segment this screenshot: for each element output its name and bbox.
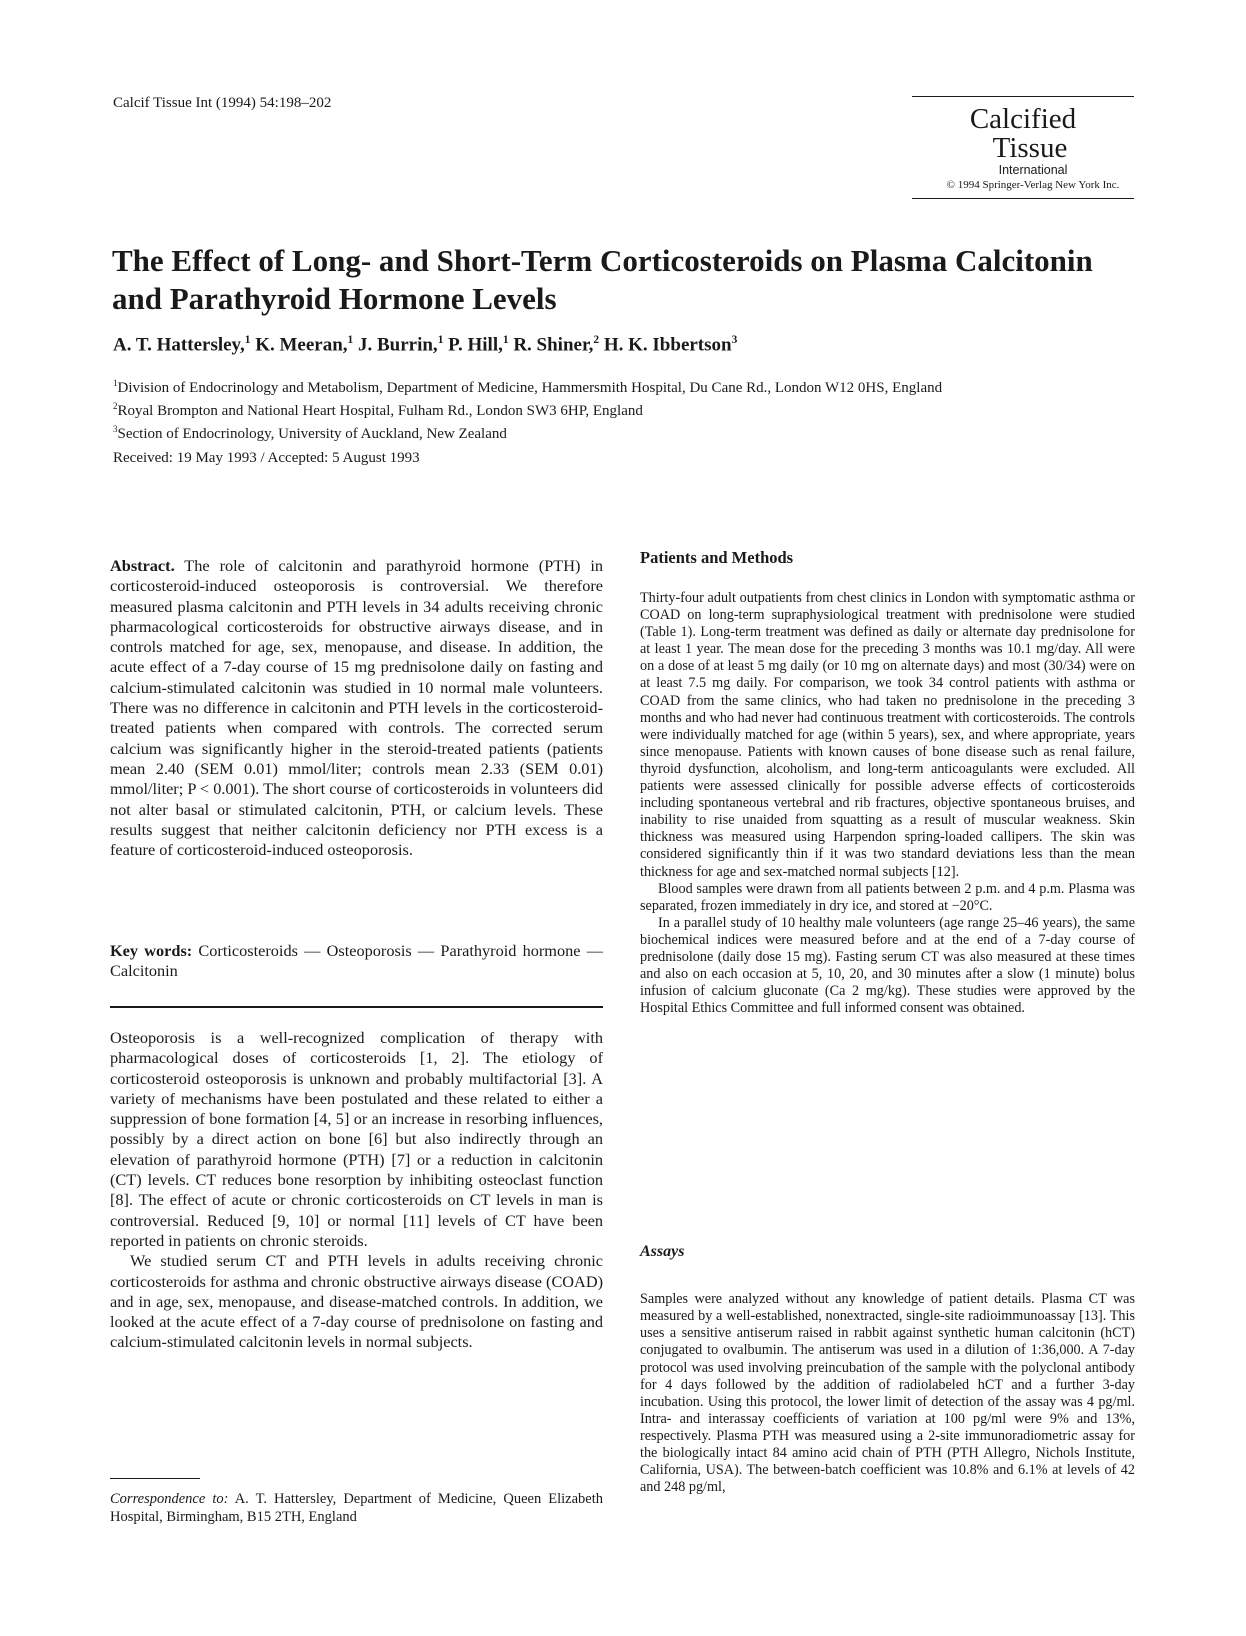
methods-heading: Patients and Methods: [640, 548, 794, 567]
keywords-text: Corticosteroids — Osteoporosis — Parathyroid hormone — Calcitonin: [110, 941, 603, 981]
abstract: [110, 556, 603, 860]
affiliation-line: [113, 397, 1143, 420]
affiliation-mark: 3: [113, 424, 118, 434]
author-affiliation-mark: 1: [244, 334, 251, 346]
journal-copyright: © 1994 Springer-Verlag New York Inc.: [946, 179, 1120, 191]
author-affiliation-mark: 3: [731, 334, 738, 346]
affiliation-text: Division of Endocrinology and Metabolism, Department of Medicine, Hammersmith Hospital, Du Cane Rd., London W12 0HS, England: [117, 380, 943, 396]
author-list: [113, 334, 737, 356]
correspondence-text: A. T. Hattersley, Department of Medicine, Queen Elizabeth Hospital, Birmingham, B15 2TH, England: [110, 1491, 603, 1525]
article-title: The Effect of Long- and Short-Term Corticosteroids on Plasma Calcitonin and Parathyroid Hormone Levels: [112, 243, 1093, 316]
introduction: [110, 1028, 603, 1353]
abstract-label: Abstract.: [110, 556, 175, 575]
received-dates: Received: 19 May 1993 / Accepted: 5 August 1993: [113, 450, 420, 466]
methods-paragraph-2: Blood samples were drawn from all patients between 2 p.m. and 4 p.m. Plasma was separated, frozen immediately in dry ice, and stored at −20°C.: [640, 880, 1135, 914]
author-name: H. K. Ibbertson: [603, 334, 732, 356]
journal-citation: Calcif Tissue Int (1994) 54:198–202: [113, 95, 332, 111]
journal-name-line1: Calcified: [969, 103, 1077, 135]
author-affiliation-mark: 1: [502, 334, 509, 346]
author-affiliation-mark: 2: [593, 334, 600, 346]
correspondence-footnote: [110, 1490, 603, 1526]
affiliation-line: [113, 374, 1143, 397]
methods-paragraph-1: Thirty-four adult outpatients from chest clinics in London with symptomatic asthma or COAD on long-term supraphysiological treatment with prednisolone were studied (Table 1). Long-term treatment was defined as daily or alternate day prednisolone for at least 1 year. The mean dose for the preceding 3 months was 10.1 mg/day. All were on a dose of at least 5 mg daily (or 10 mg on alternate days) and most (30/34) were on at least 7.5 mg daily. For comparison, we took 34 control patients with asthma or COAD from the same clinics, who had taken no prednisolone in the preceding 3 months and who had never had continuous treatment with corticosteroids. The controls were individually matched for age (within 5 years), sex, and where appropriate, years since menopause. Patients with known causes of bone disease such as renal failure, thyroid dysfunction, alcoholism, and long-term anticoagulants were excluded. All patients were assessed clinically for possible adverse effects of corticosteroids including spontaneous vertebral and rib fractures, objective spontaneous bruises, and inability to rise unaided from squatting as a result of muscular weakness. Skin thickness was measured using Harpendon spring-loaded callipers. The skin was considered significantly thin if it was two standard deviations less than the mean thickness for age and sex-matched normal subjects [12].: [640, 590, 1135, 880]
affiliation-mark: 2: [113, 401, 118, 411]
assays-paragraph-1: Samples were analyzed without any knowledge of patient details. Plasma CT was measured by a well-established, nonextracted, single-site radioimmunoassay [13]. This uses a sensitive antiserum raised in rabbit against synthetic human calcitonin (hCT) conjugated to ovalbumin. The antiserum was used in a dilution of 1:36,000. A 7-day protocol was used involving preincubation of the sample with the polyclonal antibody for 4 days followed by the addition of radiolabeled hCT and a further 3-day incubation. Using this protocol, the lower limit of detection of the assay was 4 pg/ml. Intra- and interassay coefficients of variation at 100 pg/ml were 9% and 13%, respectively. Plasma PTH was measured using a 2-site immunoradiometric assay for the biologically intact 84 amino acid chain of PTH (PTH Allegro, Nichols Institute, California, USA). The between-batch coefficient was 10.8% and 6.1% at levels of 42 and 248 pg/ml,: [640, 1291, 1135, 1496]
author-name: J. Burrin,: [357, 334, 438, 356]
section-divider: [110, 1006, 603, 1008]
abstract-text: The role of calcitonin and parathyroid hormone (PTH) in corticosteroid-induced osteoporosis is controversial. We therefore measured plasma calcitonin and PTH levels in 34 adults receiving chronic pharmacological corticosteroids for obstructive airways disease, and in controls matched for age, sex, menopause, and disease. In addition, the acute effect of a 7-day course of 15 mg prednisolone daily on fasting and calcium-stimulated calcitonin was studied in 10 normal male volunteers. There was no difference in calcitonin and PTH levels in the corticosteroid-treated patients when compared with controls. The corrected serum calcium was significantly higher in the steroid-treated patients (patients mean 2.40 (SEM 0.01) mmol/liter; controls mean 2.33 (SEM 0.01) mmol/liter; P < 0.001). The short course of corticosteroids in volunteers did not alter basal or stimulated calcitonin, PTH, or calcium levels. These results suggest that neither calcitonin deficiency nor PTH excess is a feature of corticosteroid-induced osteoporosis.: [110, 556, 603, 860]
author-name: R. Shiner,: [513, 334, 594, 356]
methods-section: [640, 590, 1135, 1017]
assays-section: [640, 1277, 1135, 1511]
correspondence-label: Correspondence to:: [110, 1491, 229, 1507]
footnote-divider: [110, 1478, 200, 1479]
masthead-rule-top: [912, 96, 1134, 97]
author-name: P. Hill,: [448, 334, 503, 356]
author-affiliation-mark: 1: [437, 334, 444, 346]
affiliation-line: [113, 420, 1143, 443]
assays-heading: Assays: [640, 1243, 685, 1260]
journal-name-line3: International: [998, 163, 1068, 177]
methods-paragraph-3: In a parallel study of 10 healthy male volunteers (age range 25–46 years), the same biochemical indices were measured before and at the end of a 7-day course of prednisolone (daily dose 15 mg). Fasting serum CT was also measured at these times and also on each occasion at 5, 10, 20, and 30 minutes after a slow (1 minute) bolus infusion of calcium gluconate (Ca 2 mg/kg). These studies were approved by the Hospital Ethics Committee and full informed consent was obtained.: [640, 914, 1135, 1017]
keywords-label: Key words:: [110, 941, 193, 960]
masthead-rule-bottom: [912, 198, 1134, 199]
keywords: [110, 941, 603, 982]
intro-paragraph-2: We studied serum CT and PTH levels in adults receiving chronic corticosteroids for asthma and chronic obstructive airways disease (COAD) and in age, sex, menopause, and disease-matched controls. In addition, we looked at the acute effect of a 7-day course of prednisolone on fasting and calcium-stimulated calcitonin levels in normal subjects.: [110, 1251, 603, 1352]
affiliation-text: Section of Endocrinology, University of Auckland, New Zealand: [117, 426, 507, 442]
intro-paragraph-1: Osteoporosis is a well-recognized complication of therapy with pharmacological doses of corticosteroids [1, 2]. The etiology of corticosteroid osteoporosis is unknown and probably multifactorial [3]. A variety of mechanisms have been postulated and these related to either a suppression of bone formation [4, 5] or an increase in resorbing influences, possibly by a direct action on bone [6] but also indirectly through an elevation of parathyroid hormone (PTH) [7] or a reduction in calcitonin (CT) levels. CT reduces bone resorption by inhibiting osteoclast function [8]. The effect of acute or chronic corticosteroids on CT levels in man is controversial. Reduced [9, 10] or normal [11] levels of CT have been reported in patients on chronic steroids.: [110, 1028, 603, 1250]
journal-masthead: [912, 96, 1134, 199]
affiliation-text: Royal Brompton and National Heart Hospital, Fulham Rd., London SW3 6HP, England: [117, 403, 643, 419]
affiliation-mark: 1: [113, 378, 118, 388]
journal-name-line2: Tissue: [992, 132, 1068, 164]
author-name: K. Meeran,: [255, 334, 348, 356]
affiliations: [113, 374, 1143, 443]
author-affiliation-mark: 1: [347, 334, 354, 346]
author-name: A. T. Hattersley,: [113, 334, 245, 356]
